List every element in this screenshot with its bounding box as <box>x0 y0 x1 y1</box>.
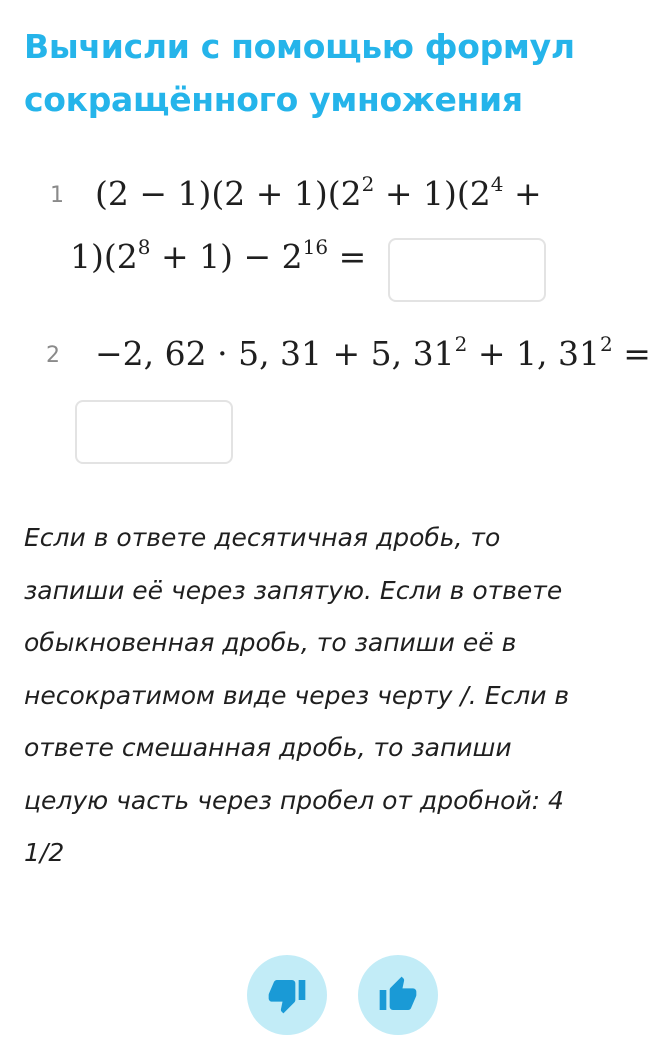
task-1-text: (2 − 1)(2 + 1)(2 <box>95 174 362 213</box>
task-1-text: + <box>503 174 542 213</box>
task-2-number: 2 <box>46 343 60 368</box>
task-1-exponent: 2 <box>361 172 375 196</box>
dislike-button[interactable] <box>247 955 327 1035</box>
task-1-exponent: 16 <box>302 235 329 259</box>
task-2-text: = <box>612 334 651 373</box>
task-2-expression <box>95 334 651 373</box>
task-1-number: 1 <box>50 183 64 208</box>
thumbs-up-icon <box>378 975 418 1015</box>
task-2-text: −2, 62 · 5, 31 + 5, 31 <box>95 334 455 373</box>
answer-format-hint: Если в ответе десятичная дробь, то запиши её через запятую. Если в ответе обыкновенная дробь, то запиши её в несократимом виде через черту /. Если в ответе смешанная дробь, то запиши целую часть через пробел от дробной: 4 1/2 <box>24 523 570 867</box>
thumbs-down-icon <box>267 975 307 1015</box>
task-1-text: + 1)(2 <box>374 174 491 213</box>
task-1-exponent: 4 <box>490 172 504 196</box>
task-1-expression-line-1 <box>95 174 542 213</box>
task-2-text: + 1, 31 <box>467 334 600 373</box>
task-1-text: 1)(2 <box>70 237 138 276</box>
task-1-expression-line-2 <box>70 237 366 276</box>
task-2-answer-input[interactable] <box>75 400 233 464</box>
task-1-text: + 1) − 2 <box>150 237 303 276</box>
task-1-answer-input[interactable] <box>388 238 546 302</box>
like-button[interactable] <box>358 955 438 1035</box>
task-1-text: = <box>328 237 367 276</box>
task-2-exponent: 2 <box>600 332 613 356</box>
page-title: Вычисли с помощью формул сокращённого умножения <box>24 27 575 119</box>
task-2-exponent: 2 <box>454 332 468 356</box>
task-1-exponent: 8 <box>137 235 151 259</box>
